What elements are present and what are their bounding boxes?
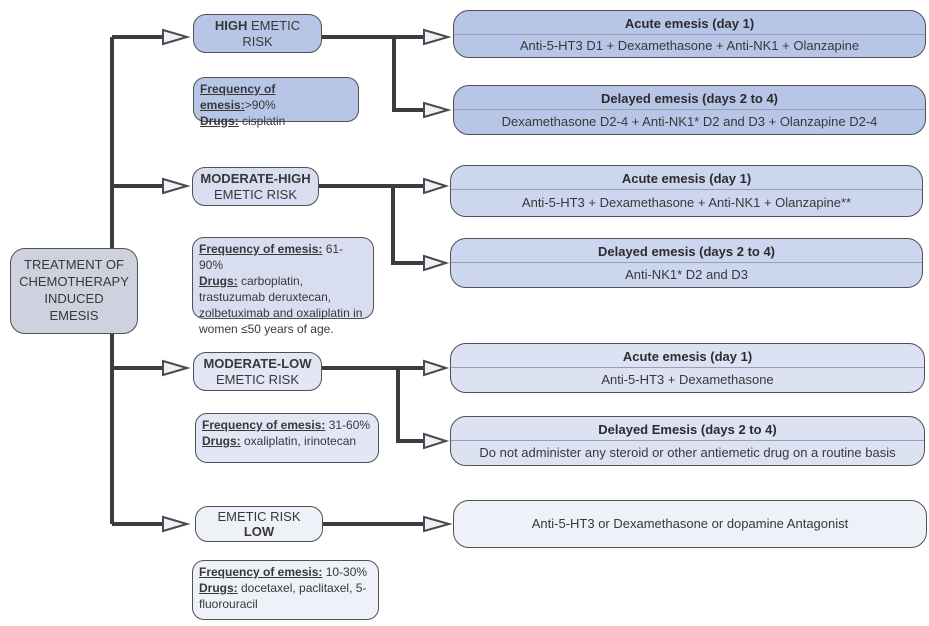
- arrowhead-icon: [424, 256, 446, 270]
- arrowhead-icon: [424, 30, 448, 44]
- root-node-treatment: [10, 248, 138, 334]
- treatment-content: Dexamethasone D2-4 + Anti-NK1* D2 and D3 + Olanzapine D2-4: [501, 114, 878, 129]
- frequency-label: Frequency of emesis:: [200, 82, 276, 112]
- drugs-value: docetaxel, paclitaxel, 5-fluorouracil: [199, 580, 367, 611]
- root-line: EMESIS: [49, 307, 99, 323]
- treatment-content: Do not administer any steroid or other antiemetic drug on a routine basis: [479, 445, 896, 460]
- treatment-content: Anti-5-HT3 or Dexamethasone or dopamine Antagonist: [531, 516, 849, 531]
- frequency-label: Frequency of emesis:: [199, 565, 323, 579]
- treatment-box-high-delayed: [453, 85, 926, 135]
- treatment-box-moderate-low-acute: [450, 343, 925, 393]
- arrowhead-icon: [424, 434, 446, 448]
- risk-node-moderate-low: MODERATE-LOW EMETIC RISK: [193, 352, 322, 391]
- treatment-box-moderate-low-delayed: [450, 416, 925, 466]
- frequency-value: 31-60%: [325, 418, 371, 432]
- frequency-label: Frequency of emesis:: [202, 418, 326, 432]
- treatment-title: Delayed emesis (days 2 to 4): [597, 244, 776, 259]
- arrowhead-icon: [424, 517, 449, 531]
- treatment-box-low: [453, 500, 927, 548]
- treatment-content: Anti-5-HT3 D1 + Dexamethasone + Anti-NK1 + Olanzapine: [519, 38, 860, 53]
- note-box-high: [193, 77, 359, 128]
- arrowhead-icon: [424, 103, 448, 117]
- treatment-title: Delayed Emesis (days 2 to 4): [598, 422, 777, 437]
- drugs-label: Drugs:: [200, 113, 239, 128]
- note-box-low: [192, 560, 379, 620]
- frequency-value: >90%: [244, 97, 276, 112]
- frequency-value: 10-30%: [322, 565, 368, 579]
- treatment-title: Delayed emesis (days 2 to 4): [600, 91, 779, 106]
- treatment-box-moderate-high-acute: [450, 165, 923, 217]
- treatment-content: Anti-NK1* D2 and D3: [625, 267, 748, 282]
- treatment-title: Acute emesis (day 1): [621, 171, 752, 186]
- note-box-moderate-high: [192, 237, 374, 336]
- drugs-value: cisplatin: [238, 113, 286, 128]
- treatment-title: Acute emesis (day 1): [622, 349, 753, 364]
- arrowhead-icon: [163, 517, 187, 531]
- risk-node-moderate-high: MODERATE-HIGH EMETIC RISK: [192, 167, 319, 206]
- root-line: INDUCED: [44, 291, 104, 306]
- drugs-value: carboplatin, trastuzumab deruxtecan, zolbetuximab and oxaliplatin in women ≤50 years of age.: [199, 273, 363, 336]
- root-line: CHEMOTHERAPY: [19, 274, 129, 290]
- frequency-value: 61-90%: [199, 242, 344, 272]
- risk-node-high: HIGH EMETIC RISK: [193, 14, 322, 53]
- drugs-label: Drugs:: [199, 580, 238, 595]
- treatment-content: Anti-5-HT3 + Dexamethasone + Anti-NK1 + Olanzapine**: [521, 195, 852, 210]
- drugs-label: Drugs:: [202, 433, 241, 448]
- treatment-box-moderate-high-delayed: [450, 238, 923, 288]
- frequency-label: Frequency of emesis:: [199, 242, 323, 256]
- risk-node-low: EMETIC RISK LOW: [195, 506, 323, 542]
- arrowhead-icon: [424, 179, 446, 193]
- arrowhead-icon: [163, 179, 187, 193]
- arrowhead-icon: [163, 30, 187, 44]
- root-line: TREATMENT OF: [24, 257, 124, 273]
- treatment-title: Acute emesis (day 1): [624, 16, 755, 31]
- drugs-value: oxaliplatin, irinotecan: [240, 433, 357, 448]
- treatment-content: Anti-5-HT3 + Dexamethasone: [601, 372, 774, 387]
- arrowhead-icon: [163, 361, 187, 375]
- drugs-label: Drugs:: [199, 273, 238, 288]
- note-box-moderate-low: [195, 413, 379, 463]
- arrowhead-icon: [424, 361, 446, 375]
- treatment-box-high-acute: [453, 10, 926, 58]
